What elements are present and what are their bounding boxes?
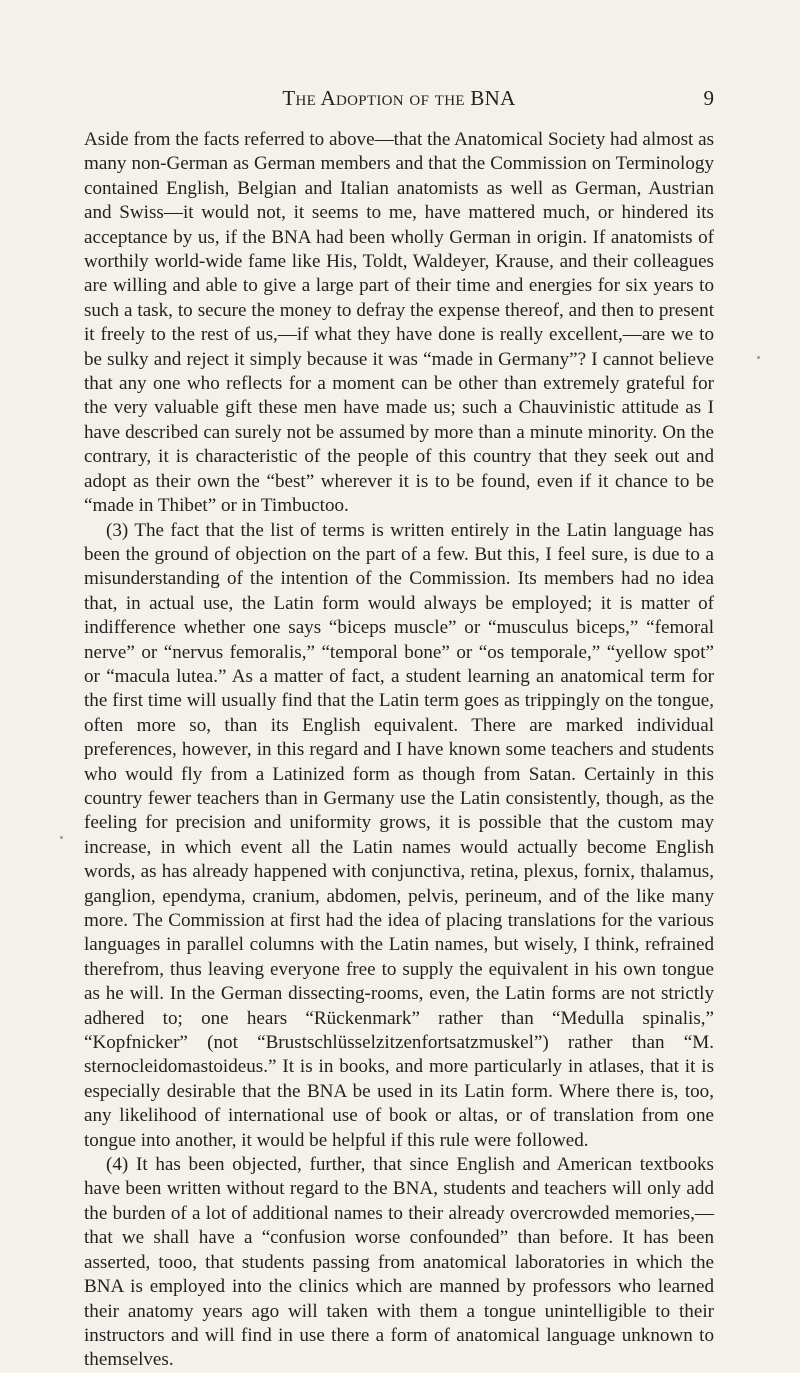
body-text (84, 128, 714, 1373)
paragraph: Aside from the facts referred to above—that the Anatomical Society had almost as many non-German as German members and that the Commission on Terminology contained English, Belgian and Italian anatomists as well as German, Austrian and Swiss—it would not, it seems to me, have mattered much, or hindered its acceptance by us, if the BNA had been wholly German in origin. If anatomists of worthily world-wide fame like His, Toldt, Waldeyer, Krause, and their colleagues are willing and able to give a large part of their time and energies for six years to such a task, to secure the money to defray the expense thereof, and then to present it freely to the rest of us,—if what they have done is really excellent,—are we to be sulky and reject it simply because it was “made in Germany”? I cannot believe that any one who reflects for a moment can be other than extremely grateful for the very valuable gift these men have made us; such a Chauvinistic attitude as I have described can surely not be assumed by more than a minute minority. On the contrary, it is characteristic of the people of this country that they seek out and adopt as their own the “best” wherever it is to be found, even if it chance to be “made in Thibet” or in Timbuctoo. (84, 129, 714, 517)
paper-speck (60, 836, 63, 839)
paragraph: (4) It has been objected, further, that since English and American textbooks have been written without regard to the BNA, students and teachers will only add the burden of a lot of additional names to their already overcrowded memories,—that we shall have a “confusion worse confounded” than before. It has been asserted, tooo, that students passing from anatomical laboratories in which the BNA is employed into the clinics which are manned by professors who learned their anatomy years ago will taken with them a tongue unintelligible to their instructors and will find in use there a form of anatomical language unknown to themselves. (84, 1154, 714, 1371)
running-title: The Adoption of the BNA (282, 86, 516, 110)
running-head (84, 86, 714, 116)
paper-speck (757, 356, 760, 359)
paragraph: (3) The fact that the list of terms is written entirely in the Latin language has been the ground of objection on the part of a few. But this, I feel sure, is due to a misunderstanding of the intention of the Commission. Its members had no idea that, in actual use, the Latin form would always be employed; it is matter of indifference whether one says “biceps muscle” or “musculus biceps,” “femoral nerve” or “nervus femoralis,” “temporal bone” or “os temporale,” “yellow spot” or “macula lutea.” As a matter of fact, a student learning an anatomical term for the first time will usually find that the Latin term goes as trippingly on the tongue, often more so, than its English equivalent. There are marked individual preferences, however, in this regard and I have known some teachers and students who would fly from a Latinized form as though from Satan. Certainly in this country fewer teachers than in Germany use the Latin consistently, though, as the feeling for precision and uniformity grows, it is possible that the custom may increase, in which event all the Latin names would actually become English words, as has already happened with conjunctiva, retina, plexus, fornix, thalamus, ganglion, ependyma, cranium, abdomen, pelvis, perineum, and of the like many more. The Commission at first had the idea of placing translations for the various languages in parallel columns with the Latin names, but wisely, I think, refrained therefrom, thus leaving everyone free to supply the equivalent in his own tongue as he will. In the German dissecting-rooms, even, the Latin forms are not strictly adhered to; one hears “Rückenmark” rather than “Medulla spinalis,” “Kopfnicker” (not “Brustschlüsselzitzenfortsatzmuskel”) rather than “M. sternocleidomastoideus.” It is in books, and more particularly in atlases, that it is especially desirable that the BNA be used in its Latin form. Where there is, too, any likelihood of international use of book or altas, or of translation from one tongue into another, it would be helpful if this rule were followed. (84, 519, 714, 1151)
page-number: 9 (703, 86, 714, 110)
